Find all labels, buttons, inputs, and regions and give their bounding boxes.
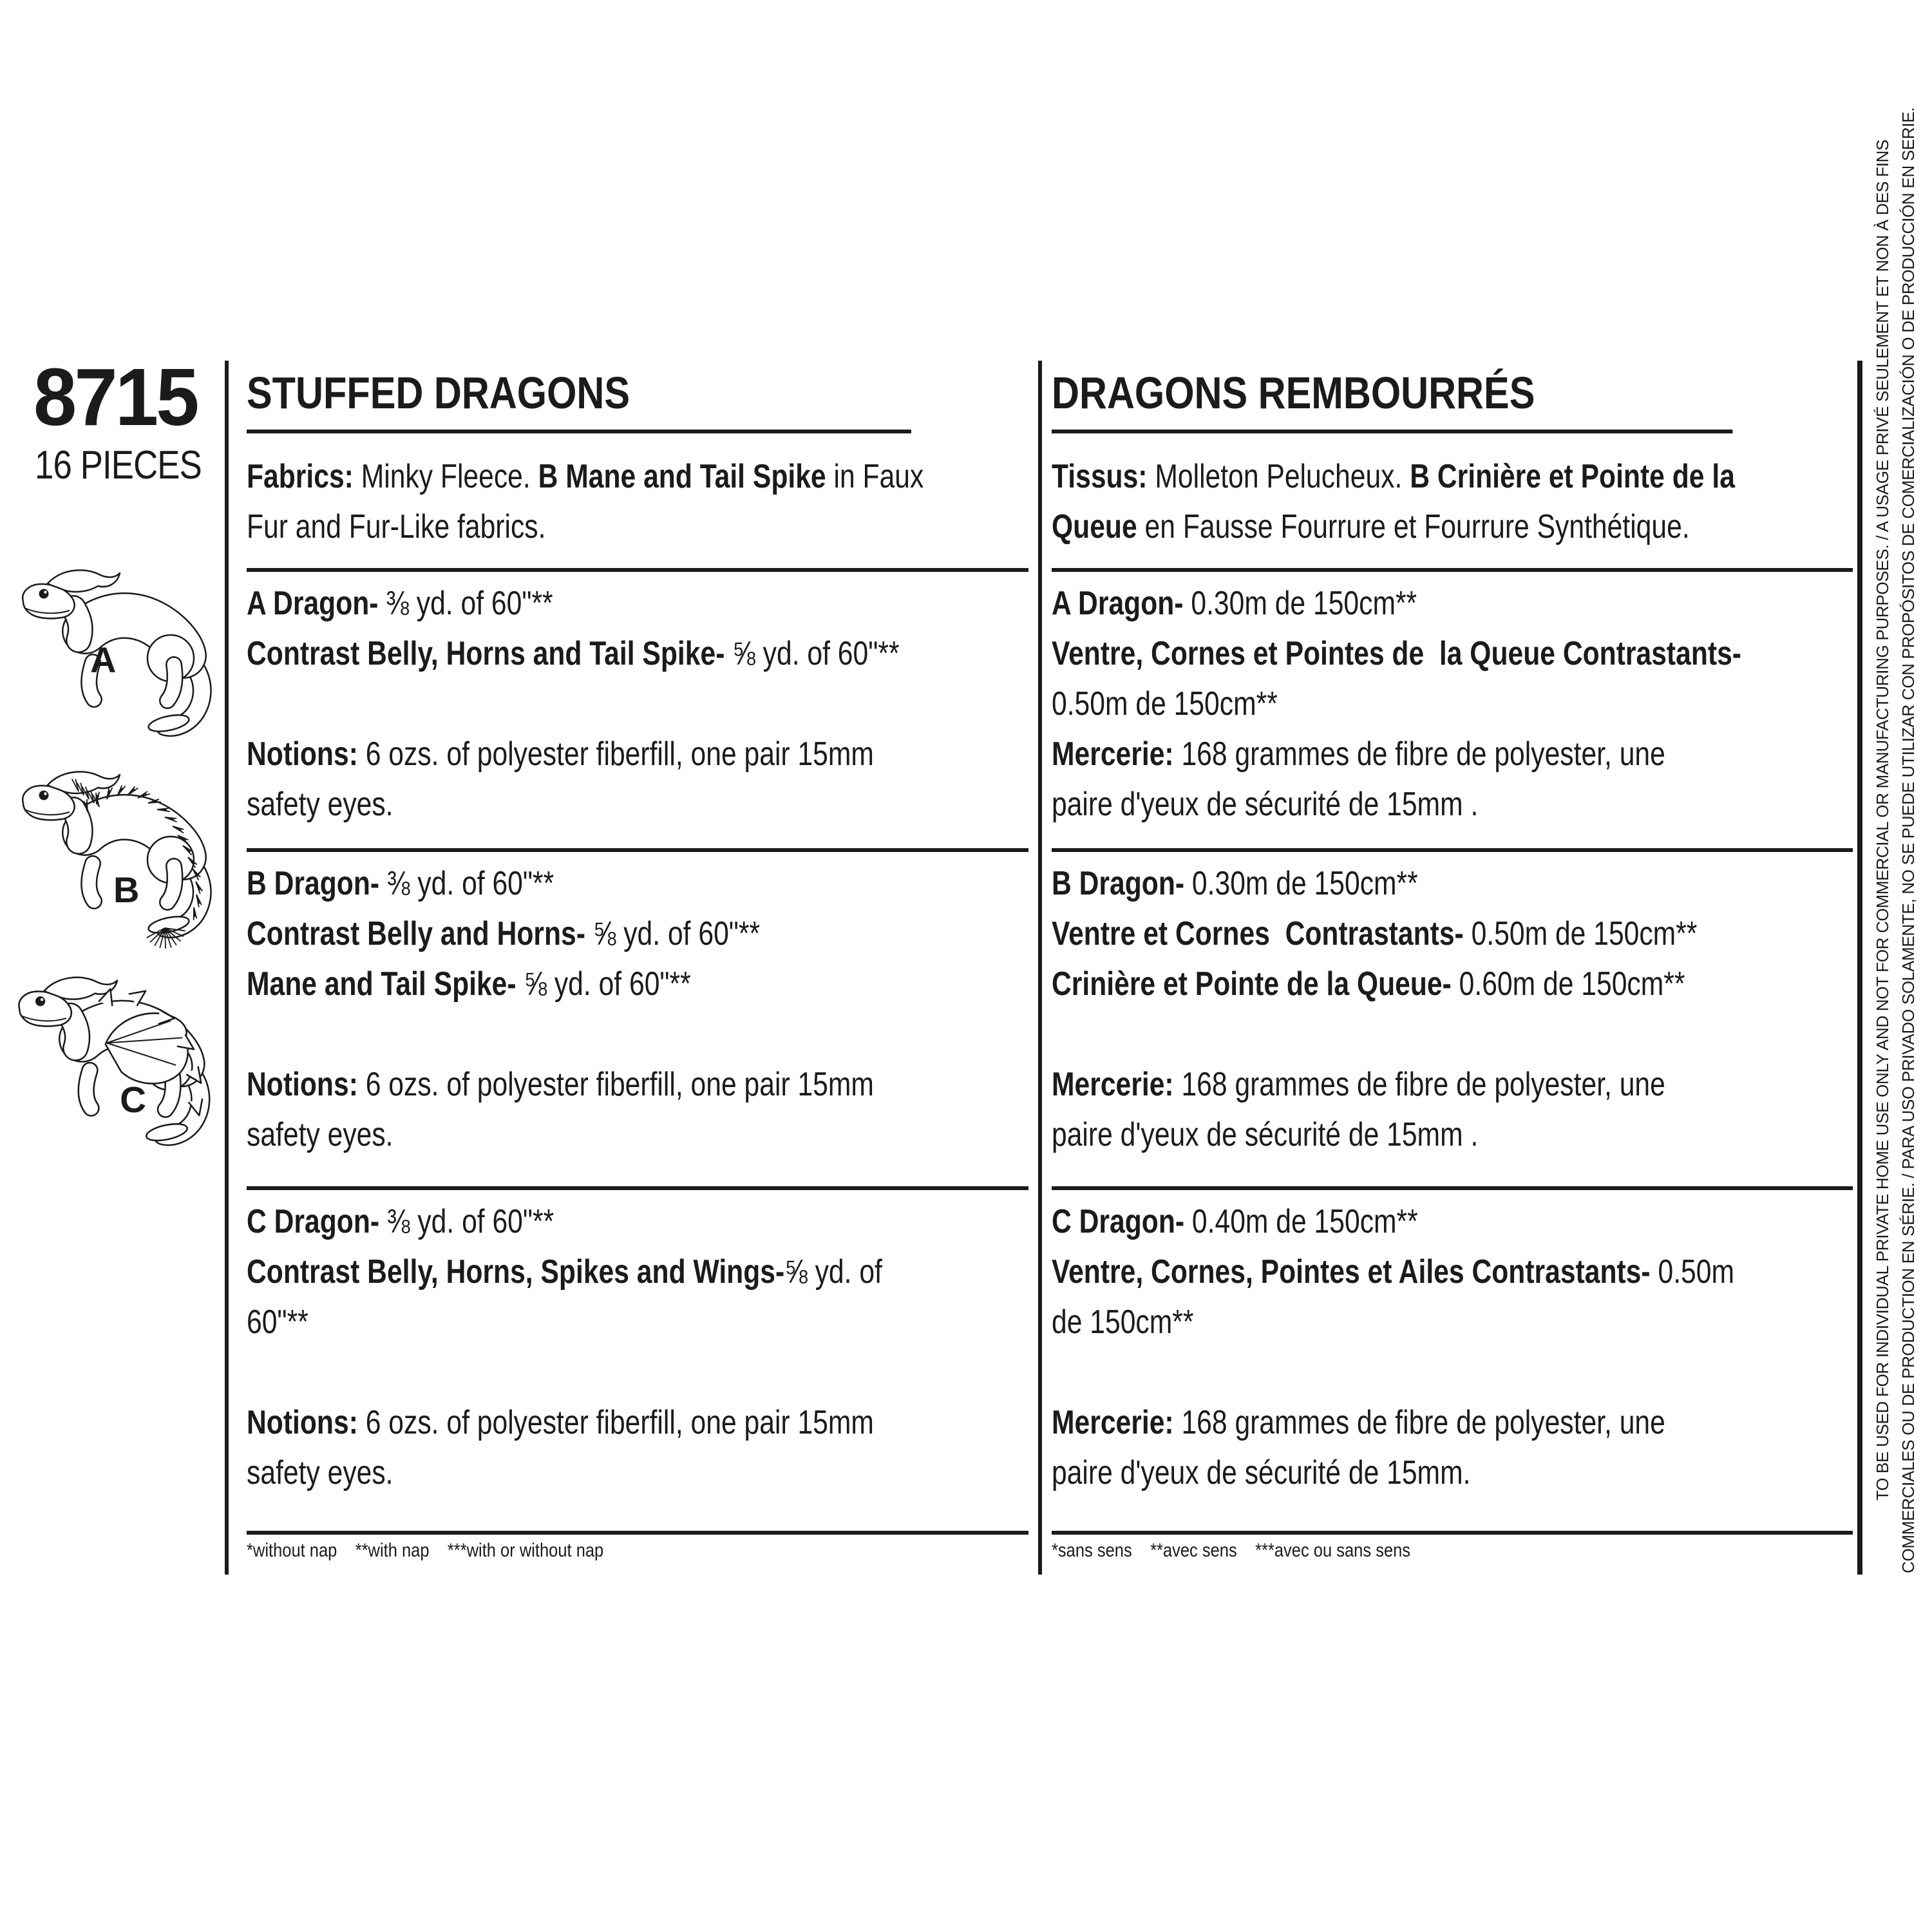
section-view-c-fr xyxy=(1052,1190,1853,1535)
section-view-c-en xyxy=(247,1190,1028,1535)
text-line: Notions: 6 ozs. of polyester fiberfill, one pair 15mm xyxy=(247,1404,874,1441)
text-line: safety eyes. xyxy=(247,786,393,823)
text-line: Contrast Belly, Horns and Tail Spike- ⅝ yd. of 60"** xyxy=(247,635,900,672)
vertical-divider-right xyxy=(1857,361,1862,1575)
section-tissus-fr xyxy=(1052,433,1853,572)
legal-notice-line-1: TO BE USED FOR INDIVIDUAL PRIVATE HOME USE ONLY AND NOT FOR COMMERCIAL OR MANUFACTURING PURPOSES. / A USAGE PRIVÉ SEULEMENT ET NON À DES FINS xyxy=(1873,139,1892,1501)
nap-footnote-en: *without nap **with nap ***with or without nap xyxy=(247,1540,604,1561)
dragon-a-illustration xyxy=(12,554,225,747)
text-line: A Dragon- 0.30m de 150cm** xyxy=(1052,585,1417,622)
text-line: Crinière et Pointe de la Queue- 0.60m de 150cm** xyxy=(1052,965,1685,1003)
vertical-divider-middle xyxy=(1038,361,1042,1575)
text-line: Fabrics: Minky Fleece. B Mane and Tail Spike in Faux xyxy=(247,458,924,495)
section-view-a-en xyxy=(247,572,1028,852)
column-english xyxy=(247,361,1028,1562)
text-line: paire d'yeux de sécurité de 15mm . xyxy=(1052,1116,1479,1153)
text-line: C Dragon- ⅜ yd. of 60"** xyxy=(247,1203,554,1240)
text-line: Mane and Tail Spike- ⅝ yd. of 60"** xyxy=(247,965,691,1003)
text-line xyxy=(247,1347,887,1397)
text-line: Ventre et Cornes Contrastants- 0.50m de 150cm** xyxy=(1052,915,1698,952)
text-line: Mercerie: 168 grammes de fibre de polyester, une xyxy=(1052,735,1665,773)
text-line: Contrast Belly and Horns- ⅝ yd. of 60"** xyxy=(247,915,761,952)
text-line: paire d'yeux de sécurité de 15mm. xyxy=(1052,1454,1471,1492)
svg-text:B: B xyxy=(113,869,140,910)
section-view-b-en xyxy=(247,852,1028,1190)
text-line xyxy=(1052,1347,1709,1397)
dragon-b-illustration xyxy=(12,755,225,969)
pattern-number: 8715 xyxy=(33,352,197,442)
text-line: Ventre, Cornes, Pointes et Ailes Contrastants- 0.50m xyxy=(1052,1253,1734,1291)
text-line: Contrast Belly, Horns, Spikes and Wings-⅝ yd. of xyxy=(247,1253,882,1291)
text-line: Fur and Fur-Like fabrics. xyxy=(247,508,546,545)
text-line xyxy=(1052,1009,1709,1059)
text-line: B Dragon- ⅜ yd. of 60"** xyxy=(247,865,554,902)
text-line xyxy=(247,1009,887,1059)
french-title: DRAGONS REMBOURRÉS xyxy=(1052,361,1732,433)
text-line: Notions: 6 ozs. of polyester fiberfill, one pair 15mm xyxy=(247,735,874,773)
pieces-count: 16 PIECES xyxy=(35,443,202,488)
svg-text:C: C xyxy=(120,1079,146,1121)
text-line: C Dragon- 0.40m de 150cm** xyxy=(1052,1203,1418,1240)
text-line: paire d'yeux de sécurité de 15mm . xyxy=(1052,786,1479,823)
dragon-c-illustration xyxy=(5,961,227,1180)
text-line xyxy=(247,679,887,729)
text-line: Mercerie: 168 grammes de fibre de polyester, une xyxy=(1052,1404,1665,1441)
text-line: Notions: 6 ozs. of polyester fiberfill, one pair 15mm xyxy=(247,1066,874,1103)
section-view-a-fr xyxy=(1052,572,1853,852)
text-line: B Dragon- 0.30m de 150cm** xyxy=(1052,865,1418,902)
text-line: Ventre, Cornes et Pointes de la Queue Contrastants- xyxy=(1052,635,1741,672)
section-fabrics-en xyxy=(247,433,1028,572)
text-line: 0.50m de 150cm** xyxy=(1052,685,1278,723)
legal-notice-line-2: COMMERCIALES OU DE PRODUCTION EN SÉRIE. / PARA USO PRIVADO SOLAMENTE, NO SE PUEDE UTILIZAR CON PROPÓSITOS DE COMERCIALIZACIÓN O DE PRODUCCIÓN EN SERIE. xyxy=(1899,107,1918,1573)
text-line: Queue en Fausse Fourrure et Fourrure Synthétique. xyxy=(1052,508,1690,545)
text-line: Mercerie: 168 grammes de fibre de polyester, une xyxy=(1052,1066,1665,1103)
english-title: STUFFED DRAGONS xyxy=(247,361,911,433)
svg-text:A: A xyxy=(90,639,117,680)
text-line: 60"** xyxy=(247,1303,308,1341)
text-line: safety eyes. xyxy=(247,1454,393,1492)
text-line: de 150cm** xyxy=(1052,1303,1194,1341)
nap-footnote-fr: *sans sens **avec sens ***avec ou sans sens xyxy=(1052,1540,1411,1561)
text-line: safety eyes. xyxy=(247,1116,393,1153)
section-view-b-fr xyxy=(1052,852,1853,1190)
text-line: Tissus: Molleton Pelucheux. B Crinière et Pointe de la xyxy=(1052,458,1735,495)
column-french xyxy=(1052,361,1853,1562)
text-line: A Dragon- ⅜ yd. of 60"** xyxy=(247,585,553,622)
